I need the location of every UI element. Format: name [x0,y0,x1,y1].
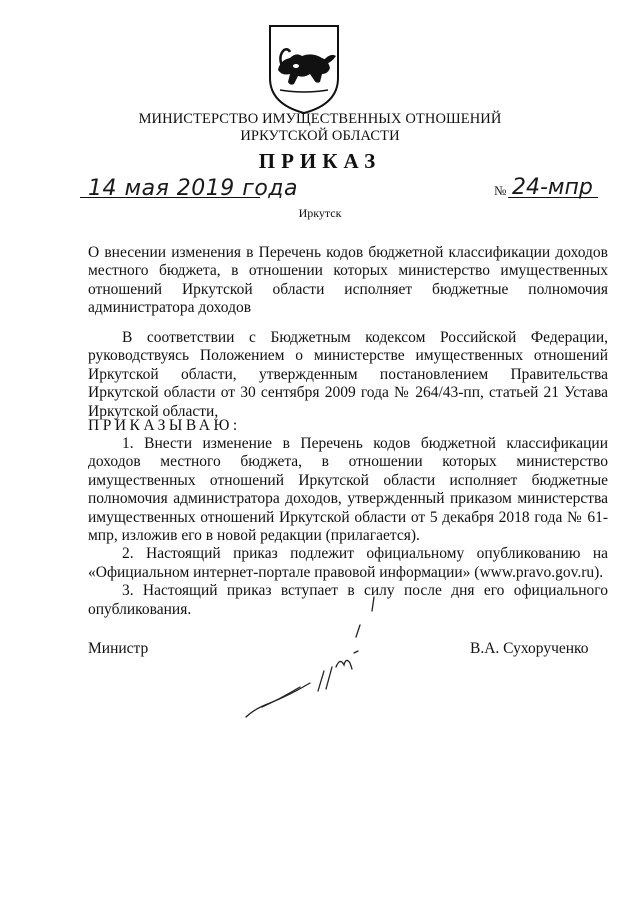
order-items [88,435,608,619]
ministry-name [0,111,640,145]
number-handwritten: 24-мпр [512,175,593,200]
coat-of-arms-icon [266,22,342,116]
order-word: ПРИКАЗЫВАЮ: [88,417,241,434]
ministry-line-2: ИРКУТСКОЙ ОБЛАСТИ [240,128,400,144]
signatory-position: Министр [88,640,149,657]
document-subject: О внесении изменения в Перечень кодов бюджетной классификации доходов местного бюджета, в отношении которых министерство имущественных отношений Иркутской области исполняет бюджетные полномочия администратора доходов [88,244,608,317]
date-handwritten: 14 мая 2019 года [88,176,298,201]
document-type-title: ПРИКАЗ [258,149,382,173]
city-label: Иркутск [298,206,342,220]
number-underline [508,197,598,198]
ministry-line-1: МИНИСТЕРСТВО ИМУЩЕСТВЕННЫХ ОТНОШЕНИЙ [138,111,502,127]
signatory-name: В.А. Сухорученко [470,640,589,657]
number-label: № [494,183,507,198]
order-item-2: 2. Настоящий приказ подлежит официальному опубликованию на «Официальном интернет-портале правовой информации» (www.pravo.gov.ru). [88,545,608,581]
order-item-3: 3. Настоящий приказ вступает в силу после дня его официального опубликования. [88,582,608,618]
handwritten-signature [240,595,380,725]
preamble-paragraph: В соответствии с Бюджетным кодексом Российской Федерации, руководствуясь Положением о министерстве имущественных отношений Иркутской области, утвержденным постановлением Правительства Иркутской области от 30 сентября 2009 года № 264/43-пп, статьей 21 Устава Иркутской области, [88,329,608,420]
date-underline [80,197,260,198]
order-item-1: 1. Внести изменение в Перечень кодов бюджетной классификации доходов местного бюджета, в отношении которых министерство имущественных отношений Иркутской области исполняет бюджетные полномочия администратора доходов, утвержденный приказом министерства имущественных отношений Иркутской области от 5 декабря 2018 года № 61-мпр, изложив его в новой редакции (прилагается). [88,435,608,545]
